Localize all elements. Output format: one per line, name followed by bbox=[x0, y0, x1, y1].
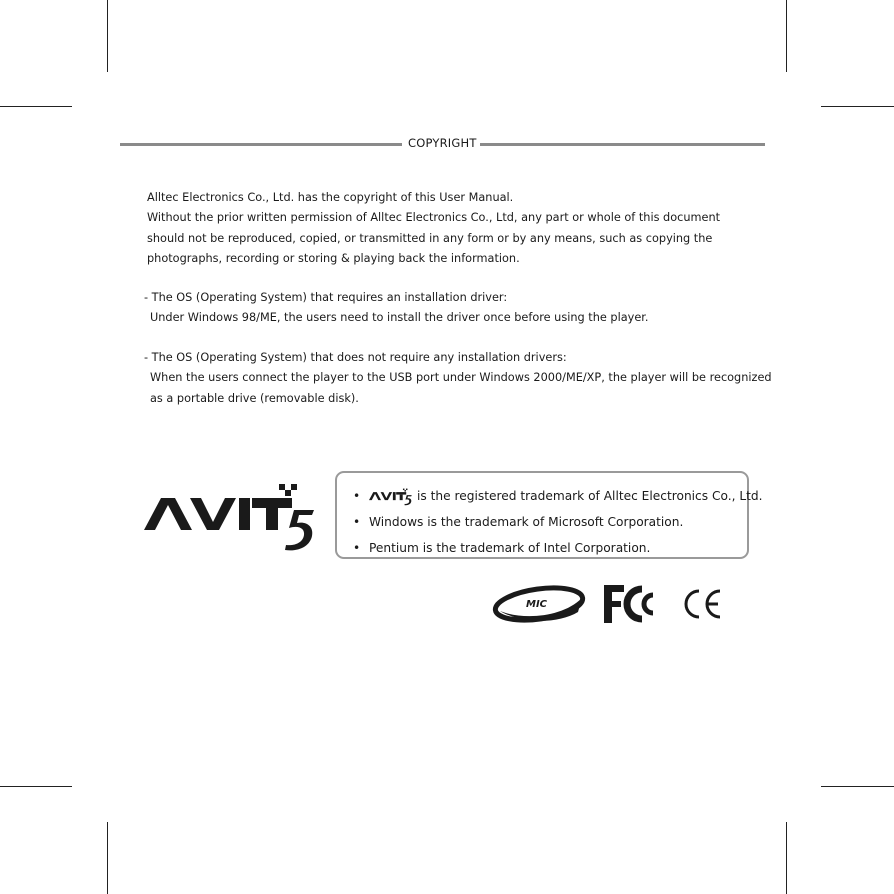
avit5-mini-logo bbox=[369, 487, 413, 507]
trademark-text: Pentium is the trademark of Intel Corporation. bbox=[369, 541, 651, 555]
paragraph-line: Without the prior written permission of Alltec Electronics Co., Ltd, any part or whole of this document bbox=[147, 211, 721, 225]
avit5-logo bbox=[144, 480, 319, 555]
copyright-paragraph bbox=[147, 188, 720, 269]
note-heading: - The OS (Operating System) that does not require any installation drivers: bbox=[144, 351, 567, 364]
crop-mark bbox=[786, 822, 787, 894]
page-title: COPYRIGHT bbox=[408, 136, 477, 150]
note-heading: - The OS (Operating System) that requires an installation driver: bbox=[144, 291, 508, 304]
trademark-box bbox=[335, 471, 763, 559]
crop-mark bbox=[821, 106, 894, 107]
paragraph-line: should not be reproduced, copied, or transmitted in any form or by any means, such as copying the bbox=[147, 231, 713, 245]
list-item bbox=[353, 509, 763, 535]
ce-label: CE bbox=[680, 586, 682, 587]
crop-mark bbox=[0, 106, 72, 107]
bullet: • bbox=[353, 489, 361, 503]
list-item bbox=[353, 535, 763, 561]
trademark-text: is the registered trademark of Alltec Electronics Co., Ltd. bbox=[417, 489, 763, 503]
trademark-text: Windows is the trademark of Microsoft Corporation. bbox=[369, 515, 684, 529]
ce-certification-mark bbox=[680, 586, 722, 622]
section-heading-row bbox=[120, 136, 765, 154]
list-item bbox=[353, 483, 763, 509]
bullet: • bbox=[353, 515, 361, 529]
trademark-list bbox=[353, 483, 763, 561]
crop-mark bbox=[786, 0, 787, 72]
note-body: Under Windows 98/ME, the users need to install the driver once before using the player. bbox=[150, 311, 649, 325]
heading-rule-left bbox=[120, 143, 402, 146]
note-body: When the users connect the player to the USB port under Windows 2000/ME/XP, the player will be recognized bbox=[150, 371, 772, 385]
paragraph-line: Alltec Electronics Co., Ltd. has the copyright of this User Manual. bbox=[147, 191, 514, 204]
fcc-label: FC bbox=[604, 584, 606, 585]
mic-certification-mark bbox=[492, 584, 586, 624]
crop-mark bbox=[821, 786, 894, 787]
mic-label: MIC bbox=[526, 599, 548, 610]
paragraph-line: photographs, recording or storing & playing back the information. bbox=[147, 251, 520, 265]
driver-not-required-note bbox=[144, 348, 772, 409]
crop-mark bbox=[107, 0, 108, 72]
driver-required-note bbox=[144, 288, 649, 329]
fcc-certification-mark bbox=[604, 584, 658, 624]
crop-mark bbox=[107, 822, 108, 894]
bullet: • bbox=[353, 541, 361, 555]
note-body: as a portable drive (removable disk). bbox=[150, 391, 359, 405]
crop-mark bbox=[0, 786, 72, 787]
heading-rule-right bbox=[480, 143, 765, 146]
